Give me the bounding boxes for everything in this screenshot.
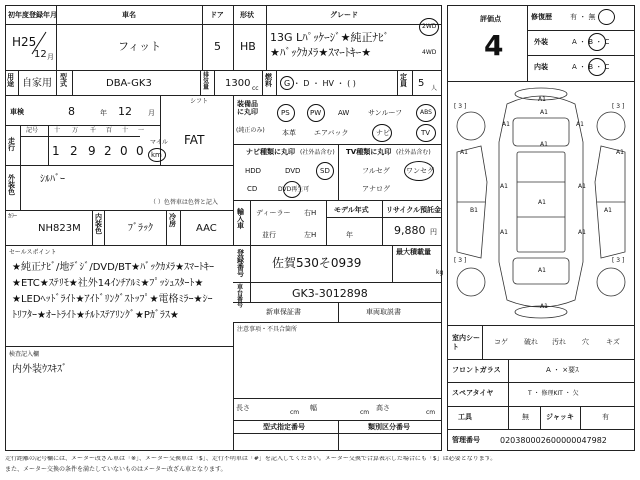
slash-divider xyxy=(28,30,48,56)
manual-label: 車両取説書 xyxy=(366,308,401,316)
sales-point-line-3: ★LEDﾍｯﾄﾞﾗｲﾄ★ｱｲﾄﾞﾘﾝｸﾞｽﾄｯﾌﾟ★電格ﾐﾗｰ★ｼｰ xyxy=(12,294,213,305)
inspector-value: 内外装ｳｽｷｽﾞ xyxy=(12,364,67,375)
model-year-label: モデル年式 xyxy=(334,206,369,214)
tools-label: 工具 xyxy=(458,413,472,421)
sheet-hole: 穴 xyxy=(582,338,589,346)
width-unit: cm xyxy=(360,409,370,416)
import-parallel: 並行 xyxy=(262,231,276,239)
repair-label: 修復歴 xyxy=(531,13,552,21)
diagram-side-mark-3: [ 3 ] xyxy=(612,257,625,264)
door-label: ドア xyxy=(210,11,224,19)
height-unit: cm xyxy=(426,409,436,416)
new-car-warranty-label: 新車保証書 xyxy=(266,308,301,316)
equip-pw: PW xyxy=(310,109,322,117)
unit-header-0: 十 xyxy=(54,127,61,134)
interior-options: A ・ B ・ C xyxy=(572,63,610,71)
equip-abs: ABS xyxy=(420,109,432,116)
first-reg-label: 初年度登録年月 xyxy=(8,11,57,19)
capacity-label: 定員 xyxy=(400,73,407,88)
shift-value: FAT xyxy=(184,133,205,147)
unit-header-5: 一 xyxy=(138,127,145,134)
unit-header-2: 千 xyxy=(90,127,97,134)
mileage-digit-5: 0 xyxy=(136,144,144,158)
yen-unit: 円 xyxy=(430,228,437,236)
sheet-tear: 破れ xyxy=(524,338,538,346)
first-reg-month-unit: 月 xyxy=(47,53,54,61)
ac-value: AAC xyxy=(196,223,217,234)
interior-color-label: 内装色 xyxy=(95,213,102,235)
jack-label: ジャッキ xyxy=(546,413,574,421)
sales-point-line-4: ﾄﾘﾌﾀｰ★ｵｰﾄﾗｲﾄ★ﾁﾙﾄｽﾃｱﾘﾝｸﾞ★Pｶﾞﾗｽ★ xyxy=(12,310,179,321)
diagram-label-5: A1 xyxy=(460,149,468,156)
diagram-label-3: A1 xyxy=(576,121,584,128)
import-dealer: ディーラー xyxy=(256,209,291,217)
equip-navi: ナビ xyxy=(376,129,390,137)
diagram-label-6: A1 xyxy=(616,149,624,156)
equip-tv: TV xyxy=(421,129,431,137)
repair-none-circle xyxy=(598,9,615,25)
diagram-label-12: A1 xyxy=(500,229,508,236)
import-right: 右H xyxy=(304,209,317,217)
front-glass-value: A ・ ×要ｽ xyxy=(546,366,579,374)
navi-type-sub: (社外品含む) xyxy=(300,149,335,156)
diagram-label-0: A1 xyxy=(538,96,546,103)
equip-aw: AW xyxy=(338,109,350,117)
interior-color-value: ﾌﾞﾗｯｸ xyxy=(128,223,153,234)
color-code-value: NH823M xyxy=(38,223,81,234)
model-value: DBA-GK3 xyxy=(106,78,152,89)
spare-tire-label: スペアタイヤ xyxy=(452,389,494,397)
mgmt-number-label: 管理番号 xyxy=(452,436,480,444)
diagram-label-11: A1 xyxy=(604,207,612,214)
diagram-side-mark-1: [ 3 ] xyxy=(612,103,625,110)
equipment-sublabel: (純正のみ) xyxy=(236,127,265,134)
mile-label: マイル xyxy=(150,139,168,146)
equip-leather: 本革 xyxy=(282,129,296,137)
sheet-stain: 汚れ xyxy=(552,338,566,346)
chassis-value: GK3-3012898 xyxy=(292,287,368,300)
diagram-label-10: B1 xyxy=(470,207,478,214)
mileage-digit-3: 2 xyxy=(104,144,112,158)
drive-4wd: 4WD xyxy=(422,49,437,56)
equip-ps: PS xyxy=(281,109,290,117)
unit-header-4: 十 xyxy=(122,127,129,134)
tv-type-sub: (社外品含む) xyxy=(396,149,431,156)
sheet-burn: コゲ xyxy=(494,338,508,346)
diagram-label-8: A1 xyxy=(578,183,586,190)
import-label: 輸入車 xyxy=(237,208,244,230)
displacement-value: 1300 xyxy=(225,78,251,89)
diagram-side-mark-2: [ 3 ] xyxy=(454,257,467,264)
tools-value: 無 xyxy=(522,413,529,421)
navi-hdd: HDD xyxy=(245,167,262,175)
navi-cd: CD xyxy=(247,185,258,193)
footer-line-2: また、メーター交換の条件を満たしていないものはメーター改ざん車となります。 xyxy=(5,466,227,473)
length-unit: cm xyxy=(290,409,300,416)
shift-label: シフト xyxy=(190,98,209,105)
shape-label: 形状 xyxy=(240,11,254,19)
person-unit: 人 xyxy=(431,85,438,92)
exterior-b-circle xyxy=(588,33,606,51)
grade-label: グレード xyxy=(330,11,358,19)
inspection-year: 8 xyxy=(68,105,75,118)
inspection-month-unit: 月 xyxy=(148,109,155,117)
equip-airbag: エアバック xyxy=(314,129,349,137)
spare-tire-value: T ・ 修理KIT ・ 欠 xyxy=(528,390,579,397)
sales-points-label: セールスポイント xyxy=(9,249,57,256)
car-name: フィット xyxy=(118,40,162,53)
color-note: （ ）色替車は色替と記入 xyxy=(150,199,218,206)
notes-label: 注意事項・不具合箇所 xyxy=(237,326,298,333)
exterior-options: A ・ B ・ C xyxy=(572,38,610,46)
interior-label: 内装 xyxy=(534,63,548,71)
diagram-label-4: A1 xyxy=(540,141,548,148)
diagram-label-15: A1 xyxy=(540,303,548,310)
mileage-digit-2: 9 xyxy=(88,144,96,158)
use-value: 自家用 xyxy=(22,78,52,89)
fuel-options: G ・ D ・ HV ・ ( ) xyxy=(284,79,356,88)
fuel-label: 燃料 xyxy=(265,73,272,88)
first-reg-year: H25 xyxy=(12,35,37,49)
navi-dvd-play: DVD再生可 xyxy=(278,186,310,193)
diagram-label-14: A1 xyxy=(538,267,546,274)
front-glass-label: フロントガラス xyxy=(452,366,501,374)
diagram-label-2: A1 xyxy=(502,121,510,128)
sales-point-line-2: ★ETC★ｽﾃﾘﾓ★社外14ｲﾝﾁｱﾙﾐ★ﾌﾟｯｼｭｽﾀｰﾄ★ xyxy=(12,278,204,289)
model-year-unit: 年 xyxy=(346,231,353,239)
color-label: 外装色 xyxy=(8,174,15,196)
kg-unit: kg xyxy=(436,269,444,276)
load-label: 最大積載量 xyxy=(396,248,431,256)
jack-value: 有 xyxy=(602,413,609,421)
mgmt-number-value: 020380002600000047982 xyxy=(500,436,607,445)
mileage-digit-0: 1 xyxy=(52,144,60,158)
tv-fullseg: フルセグ xyxy=(362,167,390,175)
cc-unit: cc xyxy=(252,85,259,92)
reg-number-value: 佐賀530そ0939 xyxy=(272,256,362,270)
length-label: 長さ xyxy=(236,404,250,412)
tv-oneseg: ワンセグ xyxy=(406,167,434,175)
reg-number-label: 登録番号 xyxy=(237,249,244,278)
sales-point-line-1: ★純正ﾅﾋﾞ/地ﾃﾞｼﾞ/DVD/BT★ﾊﾞｯｸｶﾒﾗ★ｽﾏｰﾄｷｰ xyxy=(12,262,215,273)
tv-analog: アナログ xyxy=(362,185,390,193)
body-shape: HB xyxy=(240,40,256,53)
tv-type-label: TV種類に丸印 xyxy=(346,148,392,156)
grade-line-2: ★ﾊﾞｯｸｶﾒﾗ★ｽﾏｰﾄｷｰ★ xyxy=(270,46,372,59)
displacement-label: 排気量 xyxy=(203,72,210,91)
score-label: 評価点 xyxy=(480,15,501,23)
capacity-value: 5 xyxy=(418,78,425,89)
car-name-label: 車名 xyxy=(122,11,136,19)
inspection-month: 12 xyxy=(118,105,132,118)
height-label: 高さ xyxy=(376,404,390,412)
mileage-digit-1: 2 xyxy=(70,144,78,158)
sheet-scratch: キズ xyxy=(606,338,620,346)
diagram-label-7: A1 xyxy=(500,183,508,190)
interior-b-circle xyxy=(588,58,606,76)
diagram-side-mark-0: [ 3 ] xyxy=(454,103,467,110)
km-label: km xyxy=(151,151,162,159)
color-value: ｼﾙﾊﾞｰ xyxy=(40,174,65,185)
drive-2wd: 2WD xyxy=(422,23,437,30)
navi-sd: SD xyxy=(320,167,330,175)
footer-line-1: 走行距離の記号欄には、メーター改ざん車は「※」、メーター交換車は「$」、走行不明車は「#」を記入してください。メーター交換で合算表示した場合にも「$」は必要となります。 xyxy=(5,456,497,462)
diagram-label-9: A1 xyxy=(538,199,546,206)
equip-sunroof: サンルーフ xyxy=(368,109,403,117)
interior-sheet-label: 室内シート xyxy=(452,334,480,352)
ac-label: 冷房 xyxy=(169,213,176,228)
inspection-label: 車検 xyxy=(10,108,24,116)
class-number-label: 類別区分番号 xyxy=(368,423,410,431)
navi-type-label: ナビ種類に丸印 xyxy=(246,148,295,156)
mileage-digit-4: 0 xyxy=(120,144,128,158)
unit-header-1: 万 xyxy=(72,127,79,134)
fuel-g-circle xyxy=(280,76,294,90)
repair-options: 有 ・ 無 xyxy=(570,13,596,21)
mileage-label: 走行 xyxy=(8,137,15,152)
inspection-year-unit: 年 xyxy=(100,109,107,117)
exterior-label: 外装 xyxy=(534,38,548,46)
inspector-label: 検査記入欄 xyxy=(9,351,40,358)
import-left: 左H xyxy=(304,231,317,239)
use-label: 用途 xyxy=(7,73,14,88)
recycle-value: 9,880 xyxy=(394,224,426,237)
kiroku-label: 記号 xyxy=(26,127,39,134)
type-number-label: 型式指定番号 xyxy=(263,423,305,431)
navi-dvd: DVD xyxy=(285,167,301,175)
recycle-label: リサイクル預託金 xyxy=(386,206,442,214)
score-value: 4 xyxy=(484,29,504,62)
model-label: 型式 xyxy=(60,73,67,88)
width-label: 幅 xyxy=(310,404,317,412)
first-reg-month: 12 xyxy=(34,49,47,60)
door-count: 5 xyxy=(214,40,221,53)
grade-line-1: 13G Lﾊﾟｯｹｰｼﾞ★純正ﾅﾋﾞ xyxy=(270,31,390,44)
unit-header-3: 百 xyxy=(106,127,113,134)
diagram-label-1: A1 xyxy=(540,109,548,116)
diagram-label-13: A1 xyxy=(578,229,586,236)
chassis-label: 車台番号 xyxy=(237,284,244,309)
equipment-label: 装備品に丸印 xyxy=(237,100,258,117)
color-code-label: ｶﾗｰ xyxy=(8,213,18,220)
